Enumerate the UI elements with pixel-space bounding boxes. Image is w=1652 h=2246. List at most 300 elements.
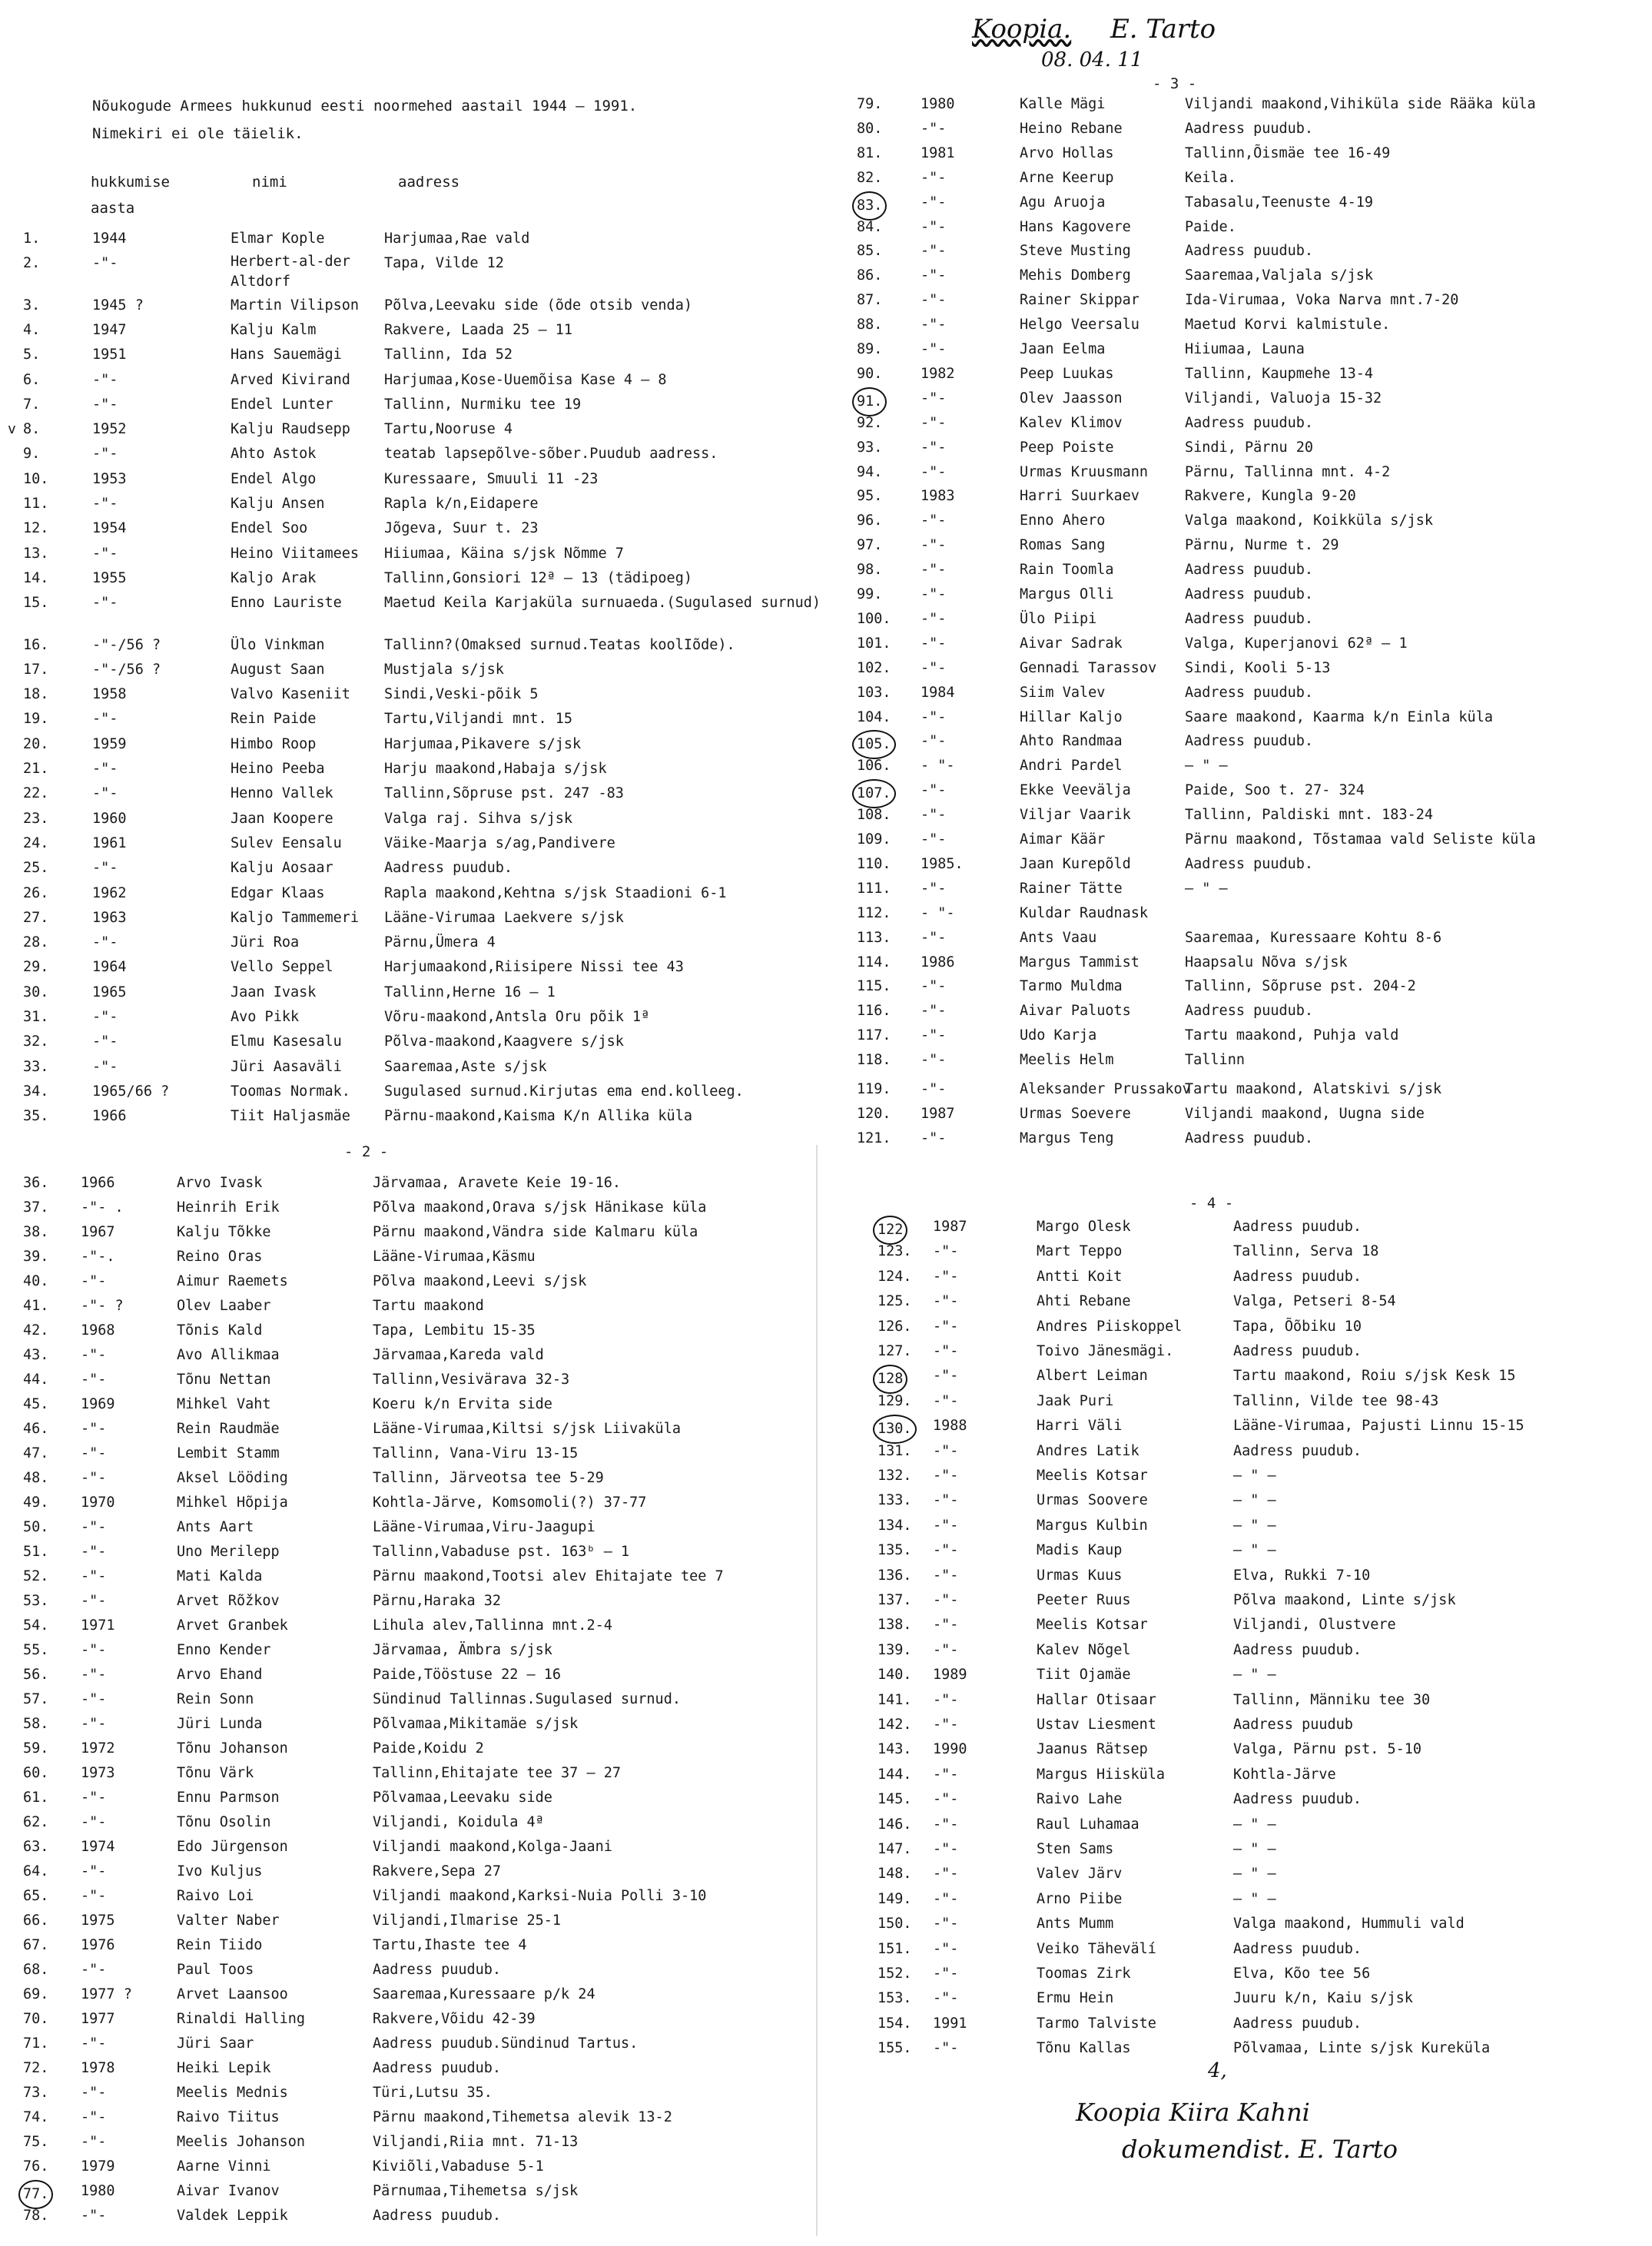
list-entry [857,363,1648,386]
list-entry [23,2155,814,2178]
entry-address: – " – [1233,1841,1276,1857]
entry-address: Pärnu,Ümera 4 [384,934,496,951]
entry-address: Sindi,Veski-põik 5 [384,686,539,703]
entry-year: -"- [933,1592,959,1608]
entry-name: Endel Soo [231,520,308,537]
entry-number: 85. [857,243,883,260]
entry-year: -"- [81,1519,107,1535]
entry-name: Edo Jürgenson [177,1839,288,1855]
entry-name: Arvet Granbek [177,1617,288,1634]
entry-number: 154. [877,2015,912,2032]
list-entry [877,1788,1652,1811]
list-entry [23,1418,814,1441]
entry-name: Sulev Eensalu [231,834,342,851]
entry-address: Viljandi, Olustvere [1233,1617,1396,1634]
entry-year: -"- [933,1343,959,1359]
entry-address: Aadress puudub. [1185,684,1314,701]
entry-year: -"- [92,496,118,512]
list-entry [857,583,1648,606]
entry-name: Kaljo Tammemeri [231,909,360,926]
list-entry [23,1295,814,1318]
entry-name: Heiki Lepik [177,2060,271,2076]
list-entry [857,289,1648,312]
entry-number: 36. [23,1175,49,1191]
entry-year: -"- [92,1058,118,1075]
entry-name: Kaljo Arak [231,569,317,586]
entry-name: Olev Laaber [177,1298,271,1314]
entry-address: Rapla maakond,Kehtna s/jsk Staadioni 6-1 [384,884,727,901]
entry-year: -"- [933,1641,959,1658]
entry-address: Tallinn,Herne 16 – 1 [384,984,556,1000]
entry-name: Raul Luhamaa [1037,1816,1139,1833]
page-edge-divider [816,1145,818,2236]
entry-name: Tõnu Johanson [177,1740,288,1757]
entry-address: Kohtla-Järve, Komsomoli(?) 37-77 [373,1495,647,1511]
entry-name: Heino Viitamees [231,545,360,562]
entry-year: -"- [933,1866,959,1883]
entry-address: Tallinn,Vesivärava 32-3 [373,1372,570,1388]
entry-address: Võru-maakond,Antsla Oru põik 1ª [384,1009,650,1025]
entry-number: 26. [23,884,49,901]
entry-name: Kuldar Raudnask [1020,904,1149,921]
list-entry [877,1913,1652,1936]
entry-address: Sugulased surnud.Kirjutas ema end.kolleeg. [384,1083,744,1100]
entry-address: Tartu maakond, Roiu s/jsk Kesk 15 [1233,1368,1516,1385]
entry-year: -"-. [81,1249,115,1265]
entry-address: Aadress puudub. [1185,562,1314,579]
entry-address: Sindi, Pärnu 20 [1185,439,1314,456]
entry-year: 1967 [81,1224,115,1240]
entry-year: -"- [921,194,947,211]
entry-number: 123. [877,1243,912,1260]
entry-number: 73. [23,2085,49,2101]
entry-name: Madis Kaup [1037,1542,1123,1559]
entry-name: Andri Pardel [1020,758,1123,775]
entry-address: Jõgeva, Suur t. 23 [384,520,539,537]
entry-number: 153. [877,1990,912,2007]
entry-address: Türi,Lutsu 35. [373,2085,493,2101]
list-entry [23,2082,814,2105]
list-entry [23,1639,814,1662]
list-entry [857,436,1648,459]
entry-number: 133. [877,1492,912,1509]
list-entry [877,2037,1652,2060]
entry-name: Rein Tiido [177,1937,263,1953]
list-entry [857,509,1648,532]
list-entry [23,1934,814,1957]
entry-address: Aadress puudub. [1233,1219,1362,1235]
entry-name: Rainer Skippar [1020,292,1139,309]
entry-year: -"- [921,586,947,602]
entry-address: Tallinn, Nurmiku tee 19 [384,396,582,413]
list-entry [857,118,1648,141]
entry-year: 1953 [92,470,127,487]
entry-number: 93. [857,439,883,456]
entry-name: Avo Pikk [231,1009,300,1025]
entry-address: Pärnumaa,Tihemetsa s/jsk [373,2183,579,2199]
list-entry [877,1813,1652,1836]
entry-year: -"- [81,1593,107,1609]
list-entry [23,1442,814,1465]
entry-name: Ennu Parmson [177,1790,280,1806]
list-entry [23,1565,814,1588]
entry-year: -"- [933,1916,959,1932]
entry-number: 145. [877,1791,912,1808]
entry-number: 108. [857,807,891,824]
list-entry [857,877,1648,901]
entry-address: Aadress puudub. [1233,1641,1362,1658]
list-entry [23,956,814,979]
document-title: Nõukogude Armees hukkunud eesti noormehed aastail 1944 – 1991. [92,98,638,114]
entry-name: Urmas Soovere [1037,1492,1148,1509]
list-entry [857,853,1648,876]
entry-year: -"- [921,1052,947,1069]
entry-number: 84. [857,218,883,235]
entry-name: Heino Rebane [1020,120,1123,137]
entry-number: 42. [23,1322,49,1339]
entry-number: 97. [857,537,883,554]
list-entry [857,951,1648,974]
entry-address: Aadress puudub. [1233,1940,1362,1957]
entry-address: Aadress puudub. [373,1962,502,1978]
entry-number: 68. [23,1962,49,1978]
entry-number: 130. [873,1415,917,1444]
list-entry [877,1564,1652,1587]
list-entry [23,1393,814,1416]
entry-number: 44. [23,1372,49,1388]
entry-name: Heinrih Erik [177,1199,280,1216]
entry-name: Jüri Saar [177,2035,254,2052]
entry-address: Tallinn, Paldiski mnt. 183-24 [1185,807,1434,824]
entry-number: 119. [857,1081,891,1097]
entry-name: Margus Kulbin [1037,1517,1148,1534]
entry-name: Siim Valev [1020,684,1106,701]
list-entry [857,927,1648,950]
list-entry [23,1836,814,1859]
entry-year: 1981 [921,144,955,161]
entry-year: 1973 [81,1765,115,1781]
entry-number: 52. [23,1568,49,1584]
list-entry [23,683,814,706]
list-entry [857,216,1648,239]
entry-year: -"- [921,831,947,848]
entry-address: – " – [1233,1816,1276,1833]
list-entry [877,1614,1652,1637]
list-entry [23,369,814,392]
entry-number: 54. [23,1617,49,1634]
entry-address: Aadress puudub. [373,2208,502,2224]
list-entry [23,1787,814,1810]
entry-year: -"- [81,1716,107,1732]
entry-name: Aarne Vinni [177,2158,271,2175]
entry-name: Ants Mumm [1037,1916,1114,1932]
entry-address: Viljandi,Ilmarise 25-1 [373,1913,562,1929]
entry-number: 104. [857,708,891,725]
entry-address: Väike-Maarja s/ag,Pandivere [384,834,615,851]
entry-year: 1966 [92,1108,127,1125]
entry-number: 18. [23,686,49,703]
entry-name: Tiit Ojamäe [1037,1667,1131,1684]
entry-name: Himbo Roop [231,735,317,752]
entry-number: 14. [23,569,49,586]
handwritten-note-line1: Koopia Kiira Kahni [1076,2098,1310,2127]
entry-name: Arne Keerup [1020,169,1114,186]
entry-address: Põlva,Leevaku side (õde otsib venda) [384,297,692,314]
list-entry [23,2106,814,2129]
list-entry [857,534,1648,557]
entry-address: Sindi, Kooli 5-13 [1185,659,1331,676]
entry-address: Harjumaa,Kose-Uuemõisa Kase 4 – 8 [384,371,667,388]
entry-address: Saare maakond, Kaarma k/n Einla küla [1185,708,1493,725]
list-entry [23,2180,814,2203]
entry-name: Harri Suurkaev [1020,488,1139,505]
entry-number: 77. [18,2180,53,2209]
entry-year: -"- [921,562,947,579]
entry-address: Tallinn,Õismäe tee 16-49 [1185,144,1391,161]
entry-name: Urmas Soevere [1020,1105,1131,1122]
entry-number: 20. [23,735,49,752]
entry-number: 149. [877,1890,912,1907]
entry-address: – " – [1233,1890,1276,1907]
entry-year: -"- [933,1816,959,1833]
list-entry [857,779,1648,802]
entry-year: -"- [933,1940,959,1957]
entry-number: 151. [877,1940,912,1957]
entry-name: Jaan Ivask [231,984,317,1000]
list-entry [23,1590,814,1613]
list-entry [857,338,1648,361]
entry-number: 15. [23,595,49,612]
entry-address: Põlvamaa,Leevaku side [373,1790,552,1806]
entry-year: 1963 [92,909,127,926]
entry-year: 1983 [921,488,955,505]
entry-name: Elmar Kople [231,231,325,247]
list-entry [23,1030,814,1053]
entry-year: -"- [92,371,118,388]
entry-year: 1965/66 ? [92,1083,170,1100]
entry-address: Valga maakond, Hummuli vald [1233,1916,1465,1932]
document-subtitle: Nimekiri ei ole täielik. [92,125,304,142]
entry-name: Kalju Kalm [231,321,317,338]
entry-address: Saaremaa,Aste s/jsk [384,1058,547,1075]
entry-number: 4. [23,321,41,338]
list-entry [23,1270,814,1293]
handwritten-note-line2: dokumendist. E. Tarto [1122,2135,1398,2164]
entry-year: 1964 [92,959,127,976]
list-entry [857,142,1648,165]
entry-number: 23. [23,810,49,827]
entry-number: 137. [877,1592,912,1608]
entry-year: -"- [81,2109,107,2125]
entry-year: -"- [921,243,947,260]
entry-year: 1974 [81,1839,115,1855]
list-entry [23,1614,814,1637]
entry-year: -"- ? [81,1298,124,1314]
entry-year: -"- [933,1542,959,1559]
entry-name: Meelis Mednis [177,2085,288,2101]
list-entry [857,657,1648,680]
entry-address: – " – [1233,1542,1276,1559]
entry-address: teatab lapsepõlve-sõber.Puudub aadress. [384,446,718,463]
entry-name: Tõnu Värk [177,1765,254,1781]
entry-address: Tallinn, Serva 18 [1233,1243,1379,1260]
entry-number: 148. [877,1866,912,1883]
entry-year: -"- [933,1517,959,1534]
entry-name: Kalev Klimov [1020,414,1123,431]
handwritten-page-mark: 4, [1208,2059,1227,2082]
entry-name: Ustav Liesment [1037,1717,1156,1733]
entry-number: 110. [857,855,891,872]
entry-year: -"- [921,708,947,725]
entry-number: 103. [857,684,891,701]
entry-year: -"- [933,1617,959,1634]
entry-name: Mihkel Vaht [177,1396,271,1412]
list-entry [877,1489,1652,1512]
entry-name: Hans Kagovere [1020,218,1131,235]
entry-address: Rakvere, Kungla 9-20 [1185,488,1356,505]
list-entry [857,804,1648,827]
entry-name: Jaan Koopere [231,810,333,827]
entry-address: Lääne-Virumaa Laekvere s/jsk [384,909,624,926]
entry-year: -"- [933,1442,959,1459]
entry-number: 101. [857,635,891,652]
list-entry [23,1713,814,1736]
list-entry [23,808,814,831]
entry-number: 7. [23,396,41,413]
list-entry [857,1078,1648,1101]
entry-year: -"- [81,1347,107,1363]
entry-name: Endel Lunter [231,396,333,413]
entry-year: -"- [933,1268,959,1285]
entry-number: 60. [23,1765,49,1781]
entry-address: Tallinn, Järveotsa tee 5-29 [373,1470,604,1486]
list-entry [23,1467,814,1490]
list-entry [23,907,814,930]
entry-year: -"- [81,1642,107,1658]
entry-year: -"- [933,1567,959,1584]
list-entry [23,227,814,250]
entry-number: 155. [877,2040,912,2057]
copy-annotation-top [972,14,1216,75]
entry-number: 48. [23,1470,49,1486]
entry-name: Enno Ahero [1020,513,1106,529]
entry-number: 41. [23,1298,49,1314]
entry-number: 140. [877,1667,912,1684]
entry-name: Mihkel Hõpija [177,1495,288,1511]
entry-year: 1991 [933,2015,967,2032]
entry-address: Hiiumaa, Käina s/jsk Nõmme 7 [384,545,624,562]
entry-number: 70. [23,2011,49,2027]
entry-year: -"- [933,1966,959,1982]
entry-address: Harjumaakond,Riisipere Nissi tee 43 [384,959,684,976]
entry-name: Toomas Normak. [231,1083,350,1100]
entry-address: Sündinud Tallinnas.Sugulased surnud. [373,1691,681,1707]
entry-name: Olev Jaasson [1020,390,1123,406]
entry-number: 131. [877,1442,912,1459]
entry-year: 1968 [81,1322,115,1339]
list-entry [857,608,1648,631]
entry-number: 57. [23,1691,49,1707]
entry-address: Viljandi maakond,Kolga-Jaani [373,1839,612,1855]
list-entry [877,1240,1652,1263]
list-entry [857,755,1648,778]
entry-address: Tallinn, Vilde tee 98-43 [1233,1392,1439,1409]
list-entry [857,93,1648,116]
list-entry [23,493,814,516]
entry-year: -"- [81,1568,107,1584]
list-entry [23,252,814,290]
entry-number: 1. [23,231,41,247]
entry-number: 117. [857,1027,891,1044]
column-header-year: hukkumise aasta [91,174,170,217]
entry-address: Rakvere, Laada 25 – 11 [384,321,573,338]
entry-number: 129. [877,1392,912,1409]
page-number-4: - 4 - [1189,1195,1234,1212]
list-entry [23,2205,814,2228]
entry-year: 1958 [92,686,127,703]
entry-year: 1971 [81,1617,115,1634]
list-entry [23,1344,814,1367]
list-entry [23,592,821,615]
list-entry [857,387,1648,410]
entry-name: Valvo Kaseniit [231,686,350,703]
entry-number: 109. [857,831,891,848]
entry-name: Jaan Kurepõld [1020,855,1131,872]
entry-address: Koeru k/n Ervita side [373,1396,552,1412]
entry-number: 127. [877,1343,912,1359]
entry-name: Enno Lauriste [231,595,342,612]
list-entry [23,343,814,367]
entry-year: 1959 [92,735,127,752]
entry-name: Rein Sonn [177,1691,254,1707]
entry-year: -"- [92,761,118,777]
entry-number: 102. [857,659,891,676]
list-entry [877,1465,1652,1488]
list-entry [23,857,814,880]
entry-address: Viljandi, Valuoja 15-32 [1185,390,1382,406]
entry-number: 16. [23,636,49,653]
entry-address: Maetud Keila Karjaküla surnuaeda.(Sugulased surnud) [384,595,821,612]
entry-address: Viljandi,Riia mnt. 71-13 [373,2134,579,2150]
entry-address: Paide, Soo t. 27- 324 [1185,782,1365,799]
entry-address: Saaremaa,Kuressaare p/k 24 [373,1986,595,2002]
entry-name: Kalju Tõkke [177,1224,271,1240]
entry-year: -"- [81,1790,107,1806]
entry-year: -"- [921,390,947,406]
entry-name: Kalju Aosaar [231,860,333,877]
list-entry [23,1885,814,1908]
entry-number: 31. [23,1009,49,1025]
list-entry [877,1514,1652,1538]
entry-name: Valdek Leppik [177,2208,288,2224]
entry-year: 1976 [81,1937,115,1953]
entry-year: -"- [92,545,118,562]
entry-number: 35. [23,1108,49,1125]
entry-year: 1969 [81,1396,115,1412]
list-entry [857,1000,1648,1023]
column-header-name: nimi [252,174,287,191]
list-entry [23,708,814,731]
entry-year: -"- [921,1130,947,1146]
entry-name: Paul Toos [177,1962,254,1978]
list-entry [857,485,1648,508]
list-entry [877,1365,1652,1388]
entry-year: -"- [81,1962,107,1978]
list-entry [857,191,1648,214]
entry-address: Põlvamaa, Linte s/jsk Kureküla [1233,2040,1491,2057]
entry-year: -"- [81,1421,107,1437]
entry-name: Aivar Paluots [1020,1003,1131,1020]
